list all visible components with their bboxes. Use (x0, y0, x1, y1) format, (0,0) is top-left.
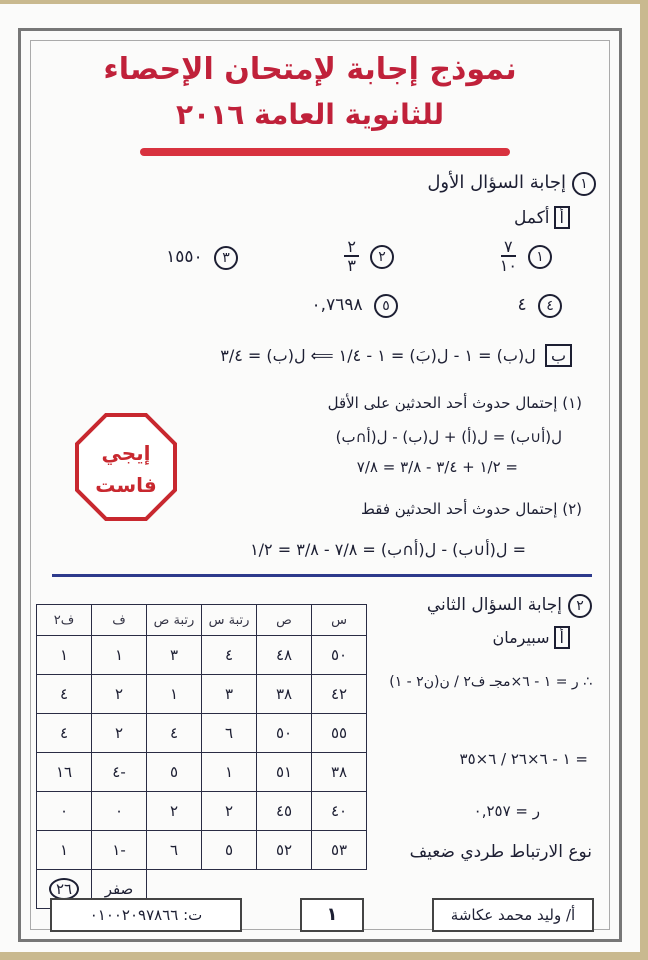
q1-item-1 (500, 238, 552, 274)
table-cell: ٢ (92, 675, 147, 714)
footer-author: أ/ وليد محمد عكاشة (432, 898, 594, 932)
table-row (37, 831, 367, 870)
q1-part-b-line: ل(ب) = ١ - ل(بَ) = ١ - ١/٤ ⟸ ل(ب) = ٣/٤ (220, 346, 536, 365)
table-cell: ٢ (202, 792, 257, 831)
q1-number: ١ (572, 172, 596, 196)
table-header-cell: ص (257, 605, 312, 636)
table-cell: ٤٨ (257, 636, 312, 675)
stamp-line2: فاست (95, 473, 157, 497)
q2-heading (427, 594, 592, 618)
table-header-row (37, 605, 367, 636)
q1-part-a-label: أكمل (514, 208, 550, 228)
table-cell: ٤٥ (257, 792, 312, 831)
page-subtitle: للثانوية العامة ٢٠١٦ (175, 98, 445, 131)
table-cell: ٠ (37, 792, 92, 831)
table-cell: ٥٠ (257, 714, 312, 753)
table-row (37, 753, 367, 792)
table-header-cell: ف٢ (37, 605, 92, 636)
title-underline (140, 148, 510, 156)
q2-line2: = ١ - ٦×٢٦ / ٦×٣٥ (459, 750, 588, 768)
table-cell: ١٦ (37, 753, 92, 792)
table-cell: ١ (202, 753, 257, 792)
q1-item-3 (166, 246, 238, 270)
q2-number: ٢ (568, 594, 592, 618)
q1-item-3-value: ١٥٥٠ (166, 247, 203, 267)
table-cell: -٤ (92, 753, 147, 792)
table-row (37, 714, 367, 753)
q1-item-3-num: ٣ (214, 246, 238, 270)
q2-line3: ر = ٠,٢٥٧ (473, 802, 540, 820)
table-cell: ٥٢ (257, 831, 312, 870)
table-cell: ١ (37, 636, 92, 675)
table-header-cell: ف (92, 605, 147, 636)
table-cell: ٥٣ (312, 831, 367, 870)
q1-item-5 (312, 294, 398, 318)
q1-item-5-value: ٠,٧٦٩٨ (311, 295, 363, 315)
table-cell: ٤ (147, 714, 202, 753)
table-cell: ٣٨ (257, 675, 312, 714)
q1-part-b-letter: ب (545, 344, 572, 367)
q2-heading-text: إجابة السؤال الثاني (426, 595, 562, 615)
q1-heading (427, 172, 596, 196)
table-header-cell: س (312, 605, 367, 636)
q1-part-b (220, 344, 572, 367)
table-cell: ٥٠ (312, 636, 367, 675)
stamp-line1: إيجي (101, 441, 151, 465)
q1-sub1-line2: = ١/٢ + ٣/٤ - ٣/٨ = ٧/٨ (356, 458, 518, 476)
table-cell: ٣٨ (312, 753, 367, 792)
sum-d-cell: صفر (92, 870, 147, 909)
footer-phone: ت: ٠١٠٠٢٠٩٧٨٦٦ (50, 898, 242, 932)
q1-item-4-num: ٤ (538, 294, 562, 318)
q1-part-a (514, 206, 570, 229)
table-cell: ١ (147, 675, 202, 714)
q2-part-a (492, 626, 570, 649)
table-cell: -١ (92, 831, 147, 870)
table-cell: ٥٥ (312, 714, 367, 753)
spearman-table (36, 604, 367, 909)
table-row (37, 792, 367, 831)
q1-sub2-label: (٢) إحتمال حدوث أحد الحدثين فقط (361, 500, 582, 518)
q1-sub1-line1: ل(أ∪ب) = ل(أ) + ل(ب) - ل(أ∩ب) (335, 428, 562, 446)
sum-d2-value: ٢٦ (49, 878, 79, 900)
table-header-cell: رتبة ص (147, 605, 202, 636)
q1-item-5-num: ٥ (374, 294, 398, 318)
page-title: نموذج إجابة لإمتحان الإحصاء (103, 52, 517, 87)
q1-item-4-value: ٤ (517, 295, 527, 315)
table-cell: ٢ (92, 714, 147, 753)
q1-item-2-fraction: $\frac{٢}{٣}$ (344, 238, 359, 274)
table-cell: ٤٠ (312, 792, 367, 831)
q1-item-1-num: ١ (528, 245, 552, 269)
table-cell: ٤ (202, 636, 257, 675)
table-cell: ٤ (37, 714, 92, 753)
table-cell: ٠ (92, 792, 147, 831)
table-row (37, 636, 367, 675)
table-cell: ٥ (202, 831, 257, 870)
table-cell: ٥١ (257, 753, 312, 792)
table-cell: ٣ (147, 636, 202, 675)
table-header-cell: رتبة س (202, 605, 257, 636)
brand-stamp (74, 412, 178, 522)
table-cell: ٦ (202, 714, 257, 753)
q1-item-1-fraction: $\frac{٧}{١٠}$ (499, 237, 517, 275)
table-cell: ٥ (147, 753, 202, 792)
table-cell: ٤٢ (312, 675, 367, 714)
q2-part-a-letter: أ (554, 626, 570, 649)
section-divider (52, 574, 592, 577)
octagon-stamp-icon (74, 412, 178, 522)
q1-item-2 (344, 238, 394, 274)
q1-sub1-label: (١) إحتمال حدوث أحد الحدثين على الأقل (327, 394, 582, 412)
q1-sub2-line: = ل(أ∪ب) - ل(أ∩ب) = ٧/٨ - ٣/٨ = ١/٢ (250, 540, 526, 559)
table-cell: ٦ (147, 831, 202, 870)
q2-part-a-label: سبيرمان (492, 628, 550, 647)
q2-line1: ∴ ر = ١ - ٦×مجـ ف٢ / ن(ن٢ - ١) (389, 674, 592, 690)
table-cell: ٣ (202, 675, 257, 714)
table-cell: ١ (92, 636, 147, 675)
table-cell: ١ (37, 831, 92, 870)
table-cell: ٤ (37, 675, 92, 714)
table-row (37, 675, 367, 714)
q1-item-4 (517, 294, 562, 318)
q1-heading-text: إجابة السؤال الأول (427, 172, 566, 193)
table-cell: ٢ (147, 792, 202, 831)
q2-line4: نوع الارتباط طردي ضعيف (409, 842, 592, 862)
q1-item-2-num: ٢ (370, 245, 394, 269)
q1-part-a-letter: أ (554, 206, 570, 229)
footer-page-number: ١ (300, 898, 364, 932)
